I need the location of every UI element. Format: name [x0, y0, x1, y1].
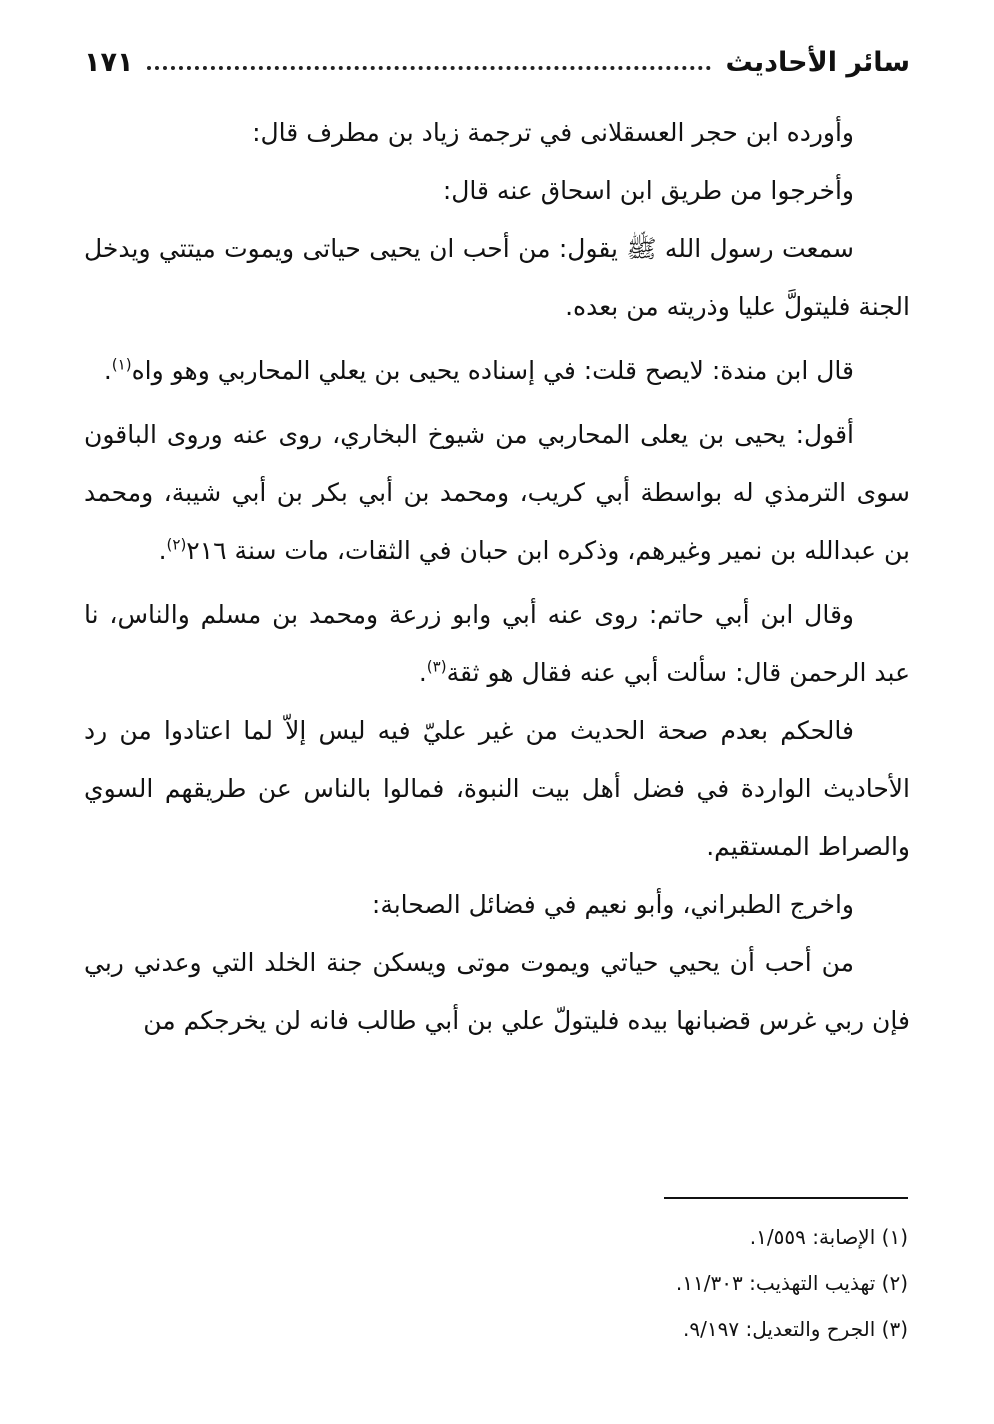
chapter-title: سائر الأحاديث	[725, 46, 910, 78]
paragraph-5	[84, 406, 910, 580]
paragraph-5-end: .	[158, 536, 167, 565]
paragraph-4-text: قال ابن مندة: لايصح قلت: في إسناده يحيى بن يعلي المحاربي وهو واه	[131, 356, 854, 385]
paragraph-6-end: .	[418, 658, 427, 687]
paragraph-2: وأخرجوا من طريق ابن اسحاق عنه قال:	[442, 176, 854, 205]
footnotes	[300, 1214, 908, 1352]
paragraph-3: سمعت رسول الله ﷺ يقول: من أحب ان يحيى حياتى ويموت ميتتي ويدخل الجنة فليتولَّ عليا وذريته من بعده.	[84, 234, 910, 321]
footnote-ref-2: (٢)	[166, 535, 187, 554]
paragraph-6-text: وقال ابن أبي حاتم: روى عنه أبي وابو زرعة ومحمد بن مسلم والناس، نا عبد الرحمن قال: سألت أبي عنه فقال هو ثقة	[84, 600, 910, 687]
paragraph-8: واخرج الطبراني، وأبو نعيم في فضائل الصحابة:	[371, 890, 854, 919]
running-header	[84, 40, 910, 84]
paragraph-5-text: أقول: يحيى بن يعلى المحاربي من شيوخ البخاري، روى عنه وروى الباقون سوى الترمذي له بواسطة أبي كريب، ومحمد بن أبي بكر بن أبي شيبة، ومحمد بن عبدالله بن نمير وغيرهم، وذكره ابن حبان في الثقات، مات سنة ٢١٦	[84, 420, 910, 565]
footnote-ref-3: (٣)	[426, 657, 447, 676]
footnote-separator	[664, 1197, 908, 1199]
page-number: ١٧١	[84, 46, 134, 78]
paragraph-6	[84, 586, 910, 702]
leader-dots	[147, 66, 711, 70]
footnote-1: (١) الإصابة: ١/٥٥٩.	[749, 1225, 908, 1249]
paragraph-1: وأورده ابن حجر العسقلانى في ترجمة زياد بن مطرف قال:	[252, 118, 854, 147]
paragraph-9: من أحب أن يحيي حياتي ويموت موتى ويسكن جنة الخلد التي وعدني ربي فإن ربي غرس قضبانها بيده فليتولّ علي بن أبي طالب فانه لن يخرجكم من	[84, 948, 910, 1035]
main-text	[84, 104, 910, 1050]
paragraph-4	[84, 342, 910, 400]
paragraph-4-end: .	[103, 356, 112, 385]
footnote-2: (٢) تهذيب التهذيب: ١١/٣٠٣.	[675, 1271, 908, 1295]
paragraph-7: فالحكم بعدم صحة الحديث من غير عليّ فيه ليس إلاّ لما اعتادوا من رد الأحاديث الواردة في فضل أهل بيت النبوة، فمالوا بالناس عن طريقهم السوي والصراط المستقيم.	[84, 716, 910, 861]
footnote-3: (٣) الجرح والتعديل: ٩/١٩٧.	[683, 1317, 908, 1341]
footnote-ref-1: (١)	[111, 355, 132, 374]
